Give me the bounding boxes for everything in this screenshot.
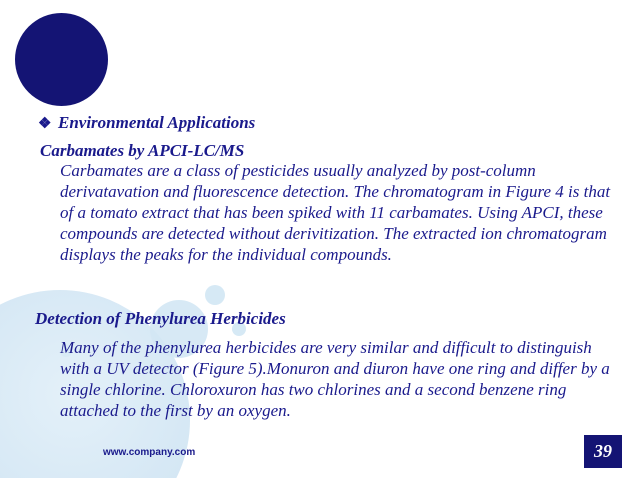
slide-heading-text: Environmental Applications bbox=[58, 113, 256, 132]
section-body-phenylurea: Many of the phenylurea herbicides are very similar and difficult to distinguish with a UV detector (Figure 5).Monuron and diuron have one ring and differ by a single chlorine. Chloroxuron has two chlorines and a second benzene ring attached to the first by an oxygen. bbox=[60, 338, 610, 420]
slide-heading bbox=[38, 112, 255, 135]
section-body-carbamates: Carbamates are a class of pesticides usually analyzed by post-column derivatavation and fluorescence detection. The chromatogram in Figure 4 is that of a tomato extract that has been spiked with 11 carbamates. Using APCI, these compounds are detected without derivitization. The extracted ion chromatogram displays the peaks for the individual compounds. bbox=[60, 161, 611, 264]
decorative-circle-navy bbox=[15, 13, 108, 106]
section-title-carbamates: Carbamates by APCI-LC/MS bbox=[40, 141, 245, 160]
footer-url: www.company.com bbox=[103, 447, 196, 458]
decorative-circle-small bbox=[205, 285, 225, 305]
page-number-badge: 39 bbox=[584, 435, 622, 468]
section-title-phenylurea: Detection of Phenylurea Herbicides bbox=[35, 309, 286, 328]
diamond-bullet-icon: ❖ bbox=[38, 116, 52, 132]
